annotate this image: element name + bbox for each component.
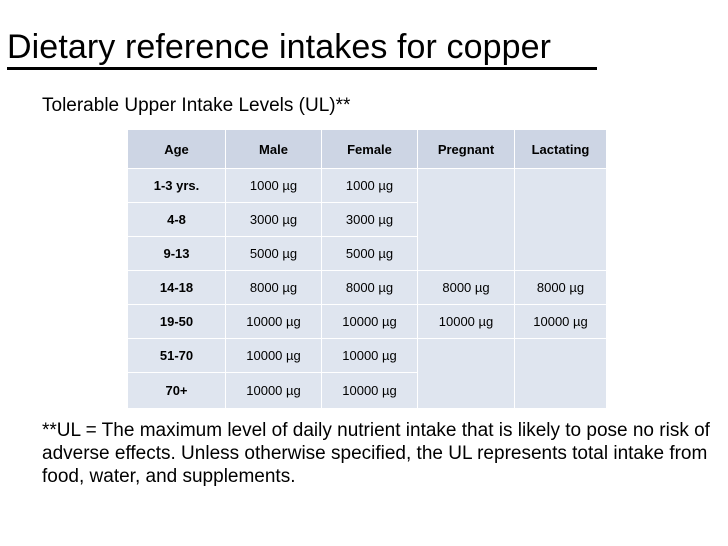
cell-male: 10000 µg (226, 305, 322, 339)
cell-female: 10000 µg (322, 373, 418, 409)
cell-male: 10000 µg (226, 339, 322, 373)
cell-lactating-empty (515, 339, 607, 409)
cell-pregnant-empty (418, 339, 515, 409)
cell-female: 5000 µg (322, 237, 418, 271)
cell-female: 1000 µg (322, 169, 418, 203)
cell-age: 9-13 (128, 237, 226, 271)
cell-age: 14-18 (128, 271, 226, 305)
cell-age: 1-3 yrs. (128, 169, 226, 203)
header-lactating: Lactating (515, 130, 607, 169)
header-female: Female (322, 130, 418, 169)
cell-male: 3000 µg (226, 203, 322, 237)
table-row (128, 271, 607, 305)
cell-age: 19-50 (128, 305, 226, 339)
table-row (128, 339, 607, 373)
cell-lactating: 8000 µg (515, 271, 607, 305)
cell-lactating-empty (515, 169, 607, 271)
cell-pregnant: 10000 µg (418, 305, 515, 339)
cell-lactating: 10000 µg (515, 305, 607, 339)
ul-footnote: **UL = The maximum level of daily nutrient intake that is likely to pose no risk of adverse effects. Unless otherwise specified, the UL represents total intake from food, water, and supplements. (42, 420, 710, 487)
table-row (128, 305, 607, 339)
table-row (128, 169, 607, 203)
table-subtitle: Tolerable Upper Intake Levels (UL)** (42, 95, 351, 116)
cell-male: 10000 µg (226, 373, 322, 409)
ul-table (128, 130, 607, 409)
cell-female: 10000 µg (322, 305, 418, 339)
cell-male: 1000 µg (226, 169, 322, 203)
header-age: Age (128, 130, 226, 169)
cell-female: 10000 µg (322, 339, 418, 373)
cell-age: 70+ (128, 373, 226, 409)
header-male: Male (226, 130, 322, 169)
title-underline (7, 67, 597, 70)
cell-age: 4-8 (128, 203, 226, 237)
cell-female: 3000 µg (322, 203, 418, 237)
cell-age: 51-70 (128, 339, 226, 373)
cell-pregnant: 8000 µg (418, 271, 515, 305)
table-header-row (128, 130, 607, 169)
cell-male: 8000 µg (226, 271, 322, 305)
cell-female: 8000 µg (322, 271, 418, 305)
header-pregnant: Pregnant (418, 130, 515, 169)
slide-title: Dietary reference intakes for copper (7, 28, 552, 66)
cell-pregnant-empty (418, 169, 515, 271)
cell-male: 5000 µg (226, 237, 322, 271)
